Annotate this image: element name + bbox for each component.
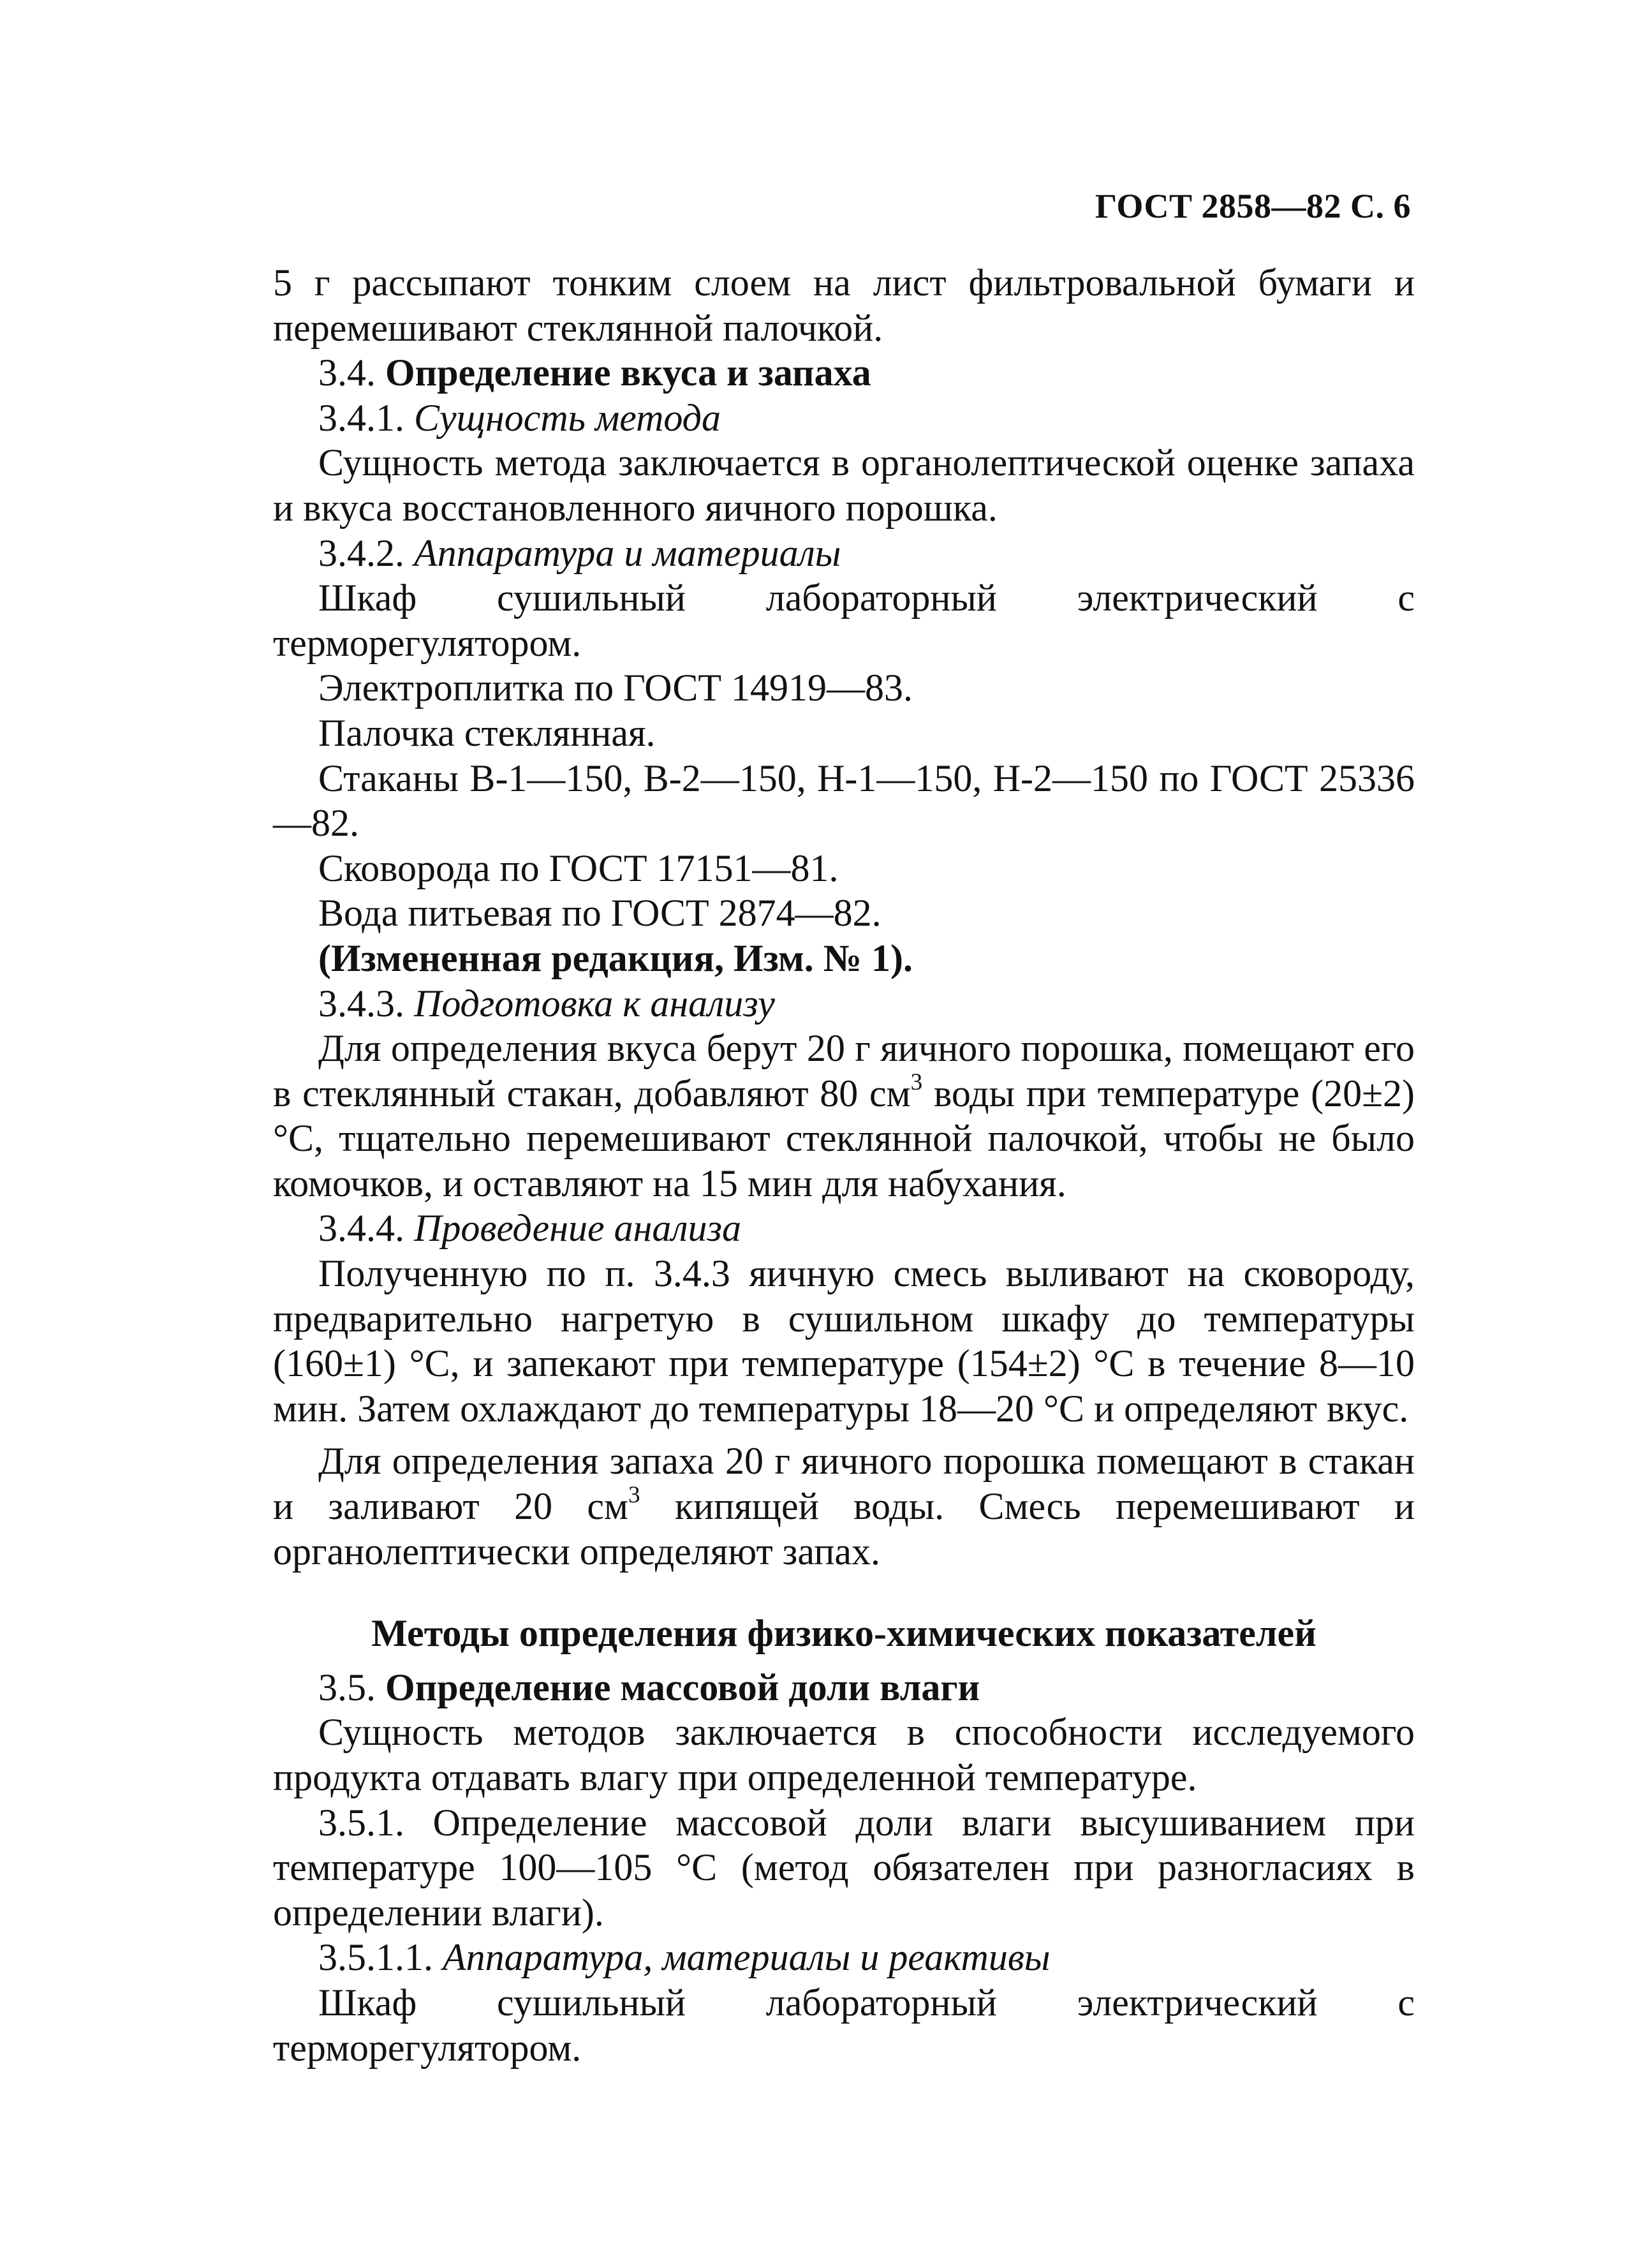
text: кипящей воды. Смесь перемешивают и органолептически определяют запах. — [273, 1485, 1415, 1573]
running-header: ГОСТ 2858—82 С. 6 — [1095, 187, 1411, 225]
clause-number: 3.4. — [318, 352, 376, 394]
clause-number: 3.5.1.1. — [318, 1936, 433, 1979]
clause-3-4-2-heading — [273, 531, 1415, 576]
clause-3-4-1-heading — [273, 396, 1415, 441]
text: Для определения вкуса берут 20 г яичного порошка, помещают его в стеклянный стакан, добавляют 80 см — [273, 1027, 1415, 1115]
paragraph: Сущность метода заключается в органолептической оценке запаха и вкуса восстановленного яичного порошка. — [273, 441, 1415, 529]
page-body — [273, 260, 1415, 2070]
clause-3-4-3-heading — [273, 981, 1415, 1026]
clause-title: Аппаратура, материалы и реактивы — [443, 1936, 1051, 1979]
section-heading: Методы определения физико-химических показателей — [371, 1612, 1316, 1655]
clause-number: 3.5. — [318, 1666, 376, 1708]
clause-title: Подготовка к анализу — [414, 982, 775, 1025]
clause-3-5-heading — [273, 1665, 1415, 1710]
clause-number: 3.4.4. — [318, 1207, 404, 1250]
text: Для определения запаха 20 г яичного порошка помещают в стакан и заливают 20 см — [273, 1440, 1415, 1528]
equipment-item: Стаканы В-1—150, В-2—150, Н-1—150, Н-2—150 по ГОСТ 25336—82. — [273, 757, 1415, 845]
clause-3-5-1-1-heading — [273, 1935, 1415, 1980]
paragraph — [273, 1026, 1415, 1206]
clause-title: Сущность метода — [414, 396, 721, 439]
clause-3-4-heading — [273, 350, 1415, 396]
equipment-item: Палочка стеклянная. — [318, 711, 656, 754]
text: воды при температуре (20±2) °С, тщательно перемешивают стеклянной палочкой, чтобы не было комочков, и оставляют на 15 мин для набухания. — [273, 1072, 1415, 1204]
superscript: 3 — [628, 1482, 640, 1508]
paragraph: Сущность методов заключается в способности исследуемого продукта отдавать влагу при определенной температуре. — [273, 1711, 1415, 1798]
amendment-note: (Измененная редакция, Изм. № 1). — [318, 937, 913, 979]
paragraph: 3.5.1. Определение массовой доли влаги высушиванием при температуре 100—105 °С (метод обязателен при разногласиях в определении влаги). — [273, 1801, 1415, 1934]
equipment-item: Вода питьевая по ГОСТ 2874—82. — [318, 892, 881, 935]
equipment-item: Шкаф сушильный лабораторный электрический с терморегулятором. — [273, 1981, 1415, 2069]
clause-number: 3.4.2. — [318, 531, 404, 574]
superscript: 3 — [910, 1069, 923, 1095]
paragraph-continuation: 5 г рассыпают тонким слоем на лист фильтровальной бумаги и перемешивают стеклянной палочкой. — [273, 262, 1415, 349]
clause-title: Аппаратура и материалы — [414, 531, 841, 574]
paragraph — [273, 1439, 1415, 1574]
equipment-item: Электроплитка по ГОСТ 14919—83. — [318, 667, 913, 709]
clause-number: 3.4.3. — [318, 982, 404, 1025]
equipment-item: Шкаф сушильный лабораторный электрический с терморегулятором. — [273, 577, 1415, 664]
clause-3-4-4-heading — [273, 1206, 1415, 1251]
clause-title: Определение массовой доли влаги — [385, 1666, 980, 1708]
equipment-item: Сковорода по ГОСТ 17151—81. — [318, 847, 839, 889]
paragraph: Полученную по п. 3.4.3 яичную смесь выливают на сковороду, предварительно нагретую в сушильном шкафу до температуры (160±1) °С, и запекают при температуре (154±2) °С в течение 8—10 мин. Затем охлаждают до температуры 18—20 °С и определяют вкус. — [273, 1252, 1415, 1430]
clause-title: Определение вкуса и запаха — [385, 352, 871, 394]
clause-title: Проведение анализа — [414, 1207, 741, 1250]
clause-number: 3.4.1. — [318, 396, 404, 439]
